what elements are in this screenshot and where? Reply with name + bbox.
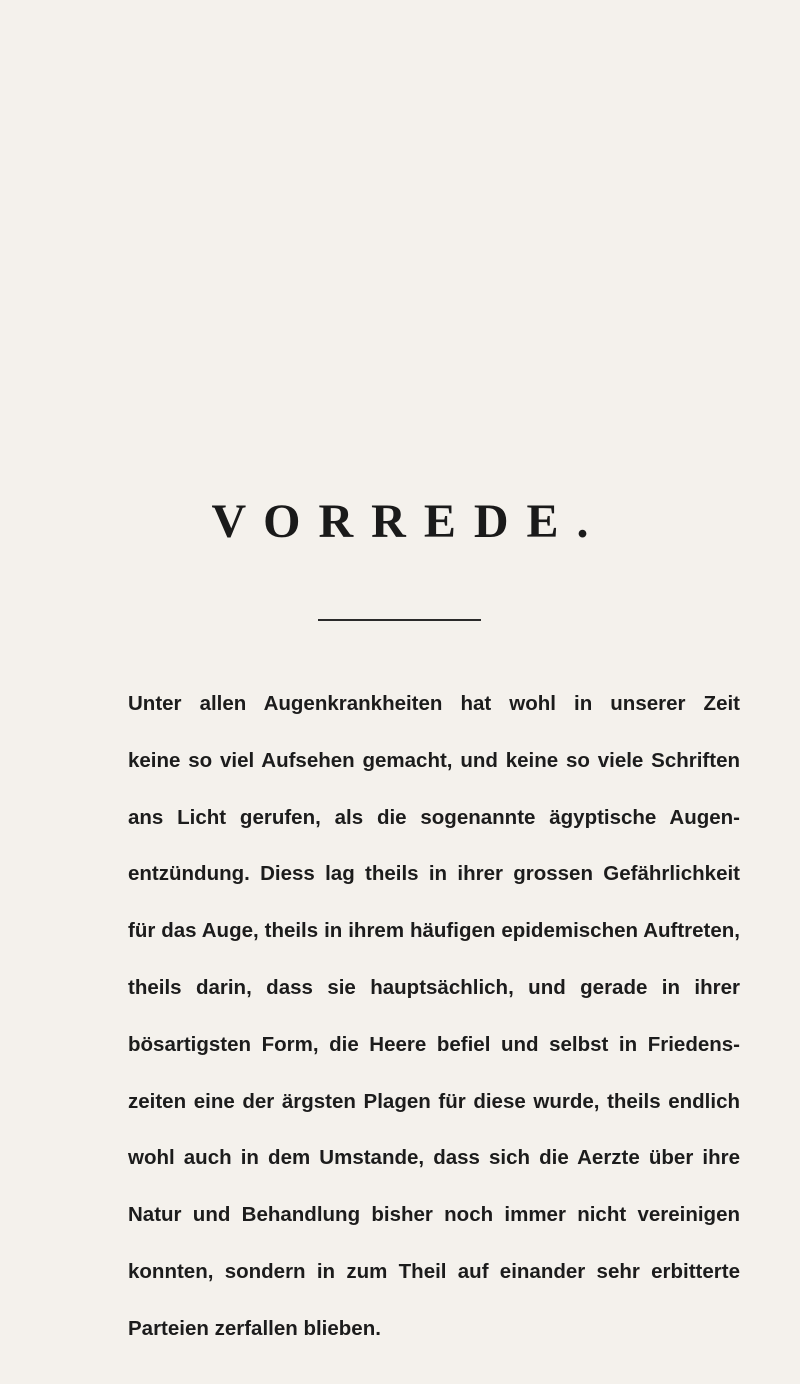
preface-paragraph <box>128 676 740 1358</box>
text-line: theils darin, dass sie hauptsächlich, und gerade in ihrer <box>128 975 740 999</box>
text-line: konnten, sondern in zum Theil auf einander sehr erbitterte <box>128 1259 740 1283</box>
text-line: wohl auch in dem Umstande, dass sich die Aerzte über ihre <box>128 1146 740 1170</box>
text-line: Parteien zerfallen blieben. <box>128 1316 381 1340</box>
text-line: Unter allen Augenkrankheiten hat wohl in unserer Zeit <box>128 692 740 715</box>
text-line: für das Auge, theils in ihrem häufigen epidemischen Auftreten, <box>128 919 740 943</box>
text-line: ans Licht gerufen, als die sogenannte ägyptische Augen- <box>128 805 740 829</box>
text-line: keine so viel Aufsehen gemacht, und keine so viele Schriften <box>128 748 740 772</box>
text-line: zeiten eine der ärgsten Plagen für diese wurde, theils endlich <box>128 1089 740 1113</box>
text-line: Natur und Behandlung bisher noch immer nicht vereinigen <box>128 1203 740 1227</box>
title-divider <box>318 619 481 621</box>
text-line: entzündung. Diess lag theils in ihrer grossen Gefährlichkeit <box>128 862 740 886</box>
page-title: VORREDE. <box>211 495 607 548</box>
text-line: bösartigsten Form, die Heere befiel und selbst in Friedens- <box>128 1032 740 1056</box>
